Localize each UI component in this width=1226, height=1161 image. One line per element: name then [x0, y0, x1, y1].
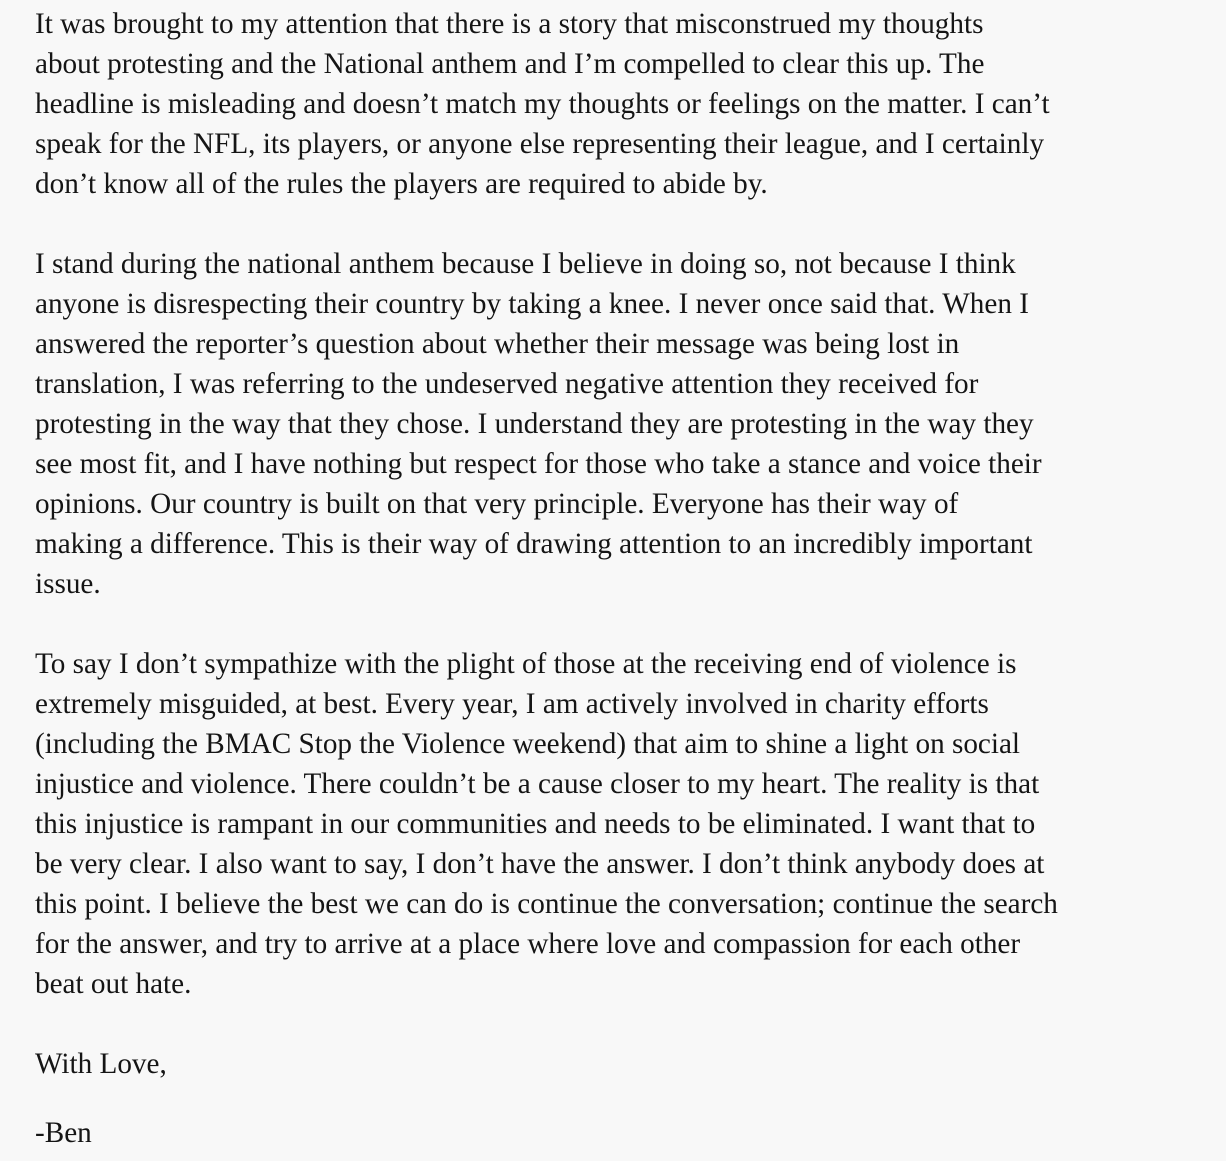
text-line: issue. [35, 568, 101, 600]
text-line: speak for the NFL, its players, or anyone else representing their league, and I certainly [35, 128, 1045, 160]
paragraph-1 [35, 4, 1210, 204]
text-line: beat out hate. [35, 968, 192, 1000]
letter-body [35, 4, 1210, 1084]
text-line: for the answer, and try to arrive at a place where love and compassion for each other [35, 928, 1021, 960]
text-line: It was brought to my attention that there is a story that misconstrued my thoughts [35, 8, 984, 40]
text-line: opinions. Our country is built on that very principle. Everyone has their way of [35, 488, 959, 520]
text-line: injustice and violence. There couldn’t be a cause closer to my heart. The reality is that [35, 768, 1040, 800]
text-line: headline is misleading and doesn’t match my thoughts or feelings on the matter. I can’t [35, 88, 1050, 120]
paragraph-2 [35, 244, 1210, 604]
text-line: don’t know all of the rules the players are required to abide by. [35, 168, 768, 200]
text-line: making a difference. This is their way of drawing attention to an incredibly important [35, 528, 1033, 560]
text-line: this injustice is rampant in our communities and needs to be eliminated. I want that to [35, 808, 1036, 840]
text-line: about protesting and the National anthem and I’m compelled to clear this up. The [35, 48, 985, 80]
text-line: I stand during the national anthem because I believe in doing so, not because I think [35, 248, 1016, 280]
text-line: extremely misguided, at best. Every year, I am actively involved in charity efforts [35, 688, 989, 720]
closing-line: With Love, [35, 1048, 167, 1080]
text-line: see most fit, and I have nothing but respect for those who take a stance and voice their [35, 448, 1042, 480]
text-line: translation, I was referring to the undeserved negative attention they received for [35, 368, 979, 400]
paragraph-3 [35, 644, 1210, 1004]
text-line: (including the BMAC Stop the Violence weekend) that aim to shine a light on social [35, 728, 1021, 760]
text-line: answered the reporter’s question about whether their message was being lost in [35, 328, 960, 360]
text-line: this point. I believe the best we can do is continue the conversation; continue the search [35, 888, 1058, 920]
signature: -Ben [35, 1117, 92, 1149]
text-line: anyone is disrespecting their country by taking a knee. I never once said that. When I [35, 288, 1029, 320]
text-line: protesting in the way that they chose. I understand they are protesting in the way they [35, 408, 1034, 440]
text-line: To say I don’t sympathize with the plight of those at the receiving end of violence is [35, 648, 1017, 680]
text-line: be very clear. I also want to say, I don’t have the answer. I don’t think anybody does at [35, 848, 1045, 880]
